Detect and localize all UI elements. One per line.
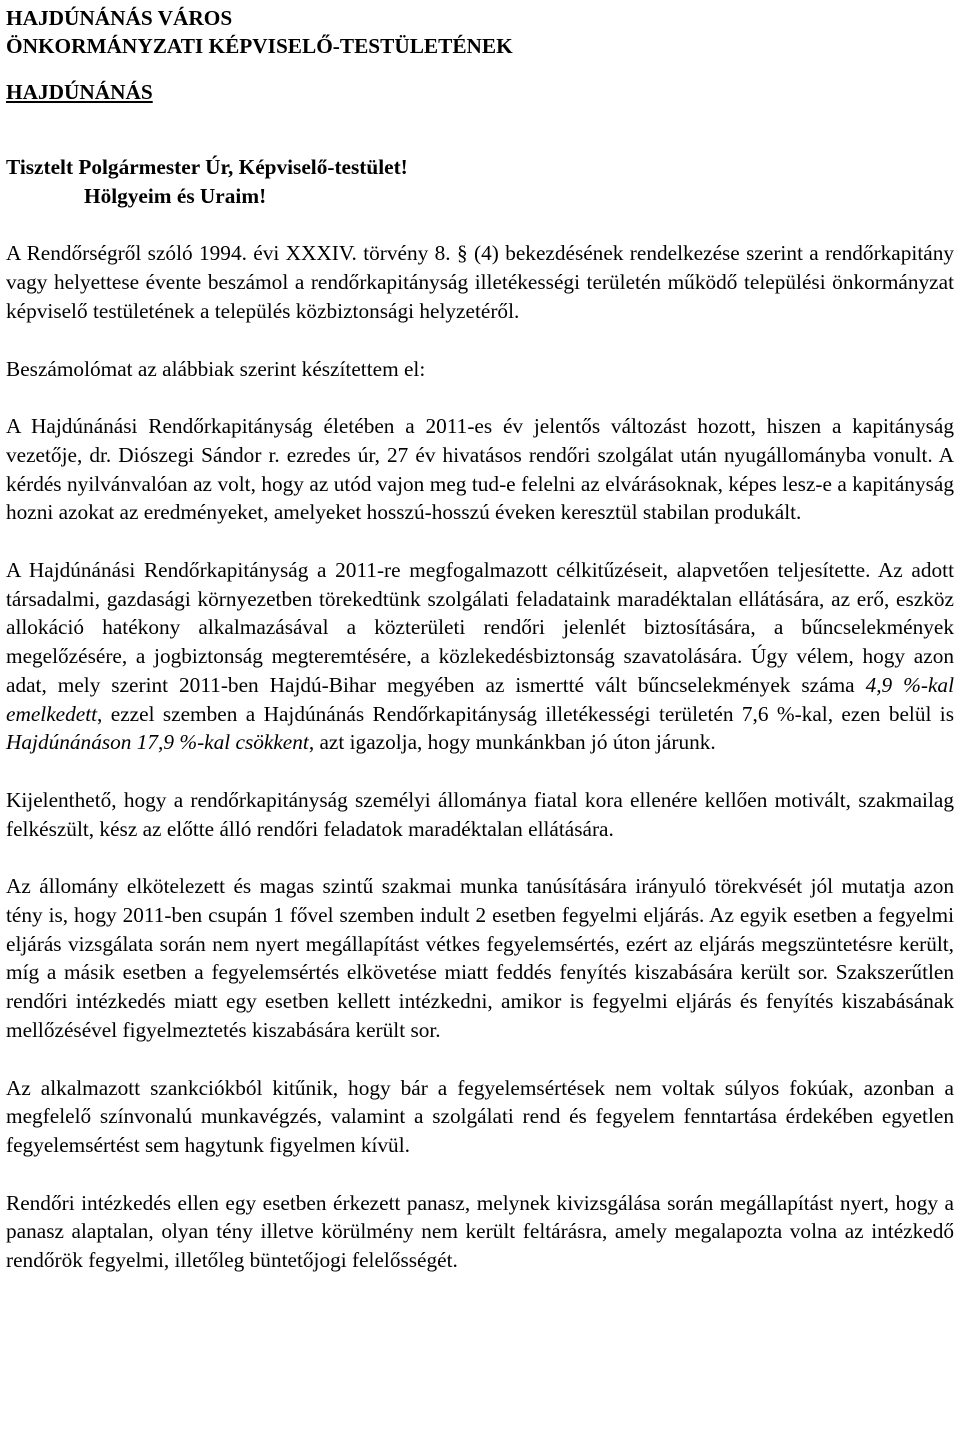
salutation-line-1: Tisztelt Polgármester Úr, Képviselő-testület! (6, 155, 408, 179)
paragraph-sanctions: Az alkalmazott szankciókból kitűnik, hogy bár a fegyelemsértések nem voltak súlyos fokúak, azonban a megfelelő színvonalú munkavégzés, valamint a szolgálati rend és fegyelem fenntartása érdekében egyetlen fegyelemsértést sem hagytunk figyelmen kívül. (6, 1075, 954, 1157)
paragraph-discipline: Az állomány elkötelezett és magas szintű szakmai munka tanúsítására irányuló törekvését jól mutatja azon tény is, hogy 2011-ben csupán 1 fővel szemben indult 2 esetben fegyelmi eljárás. Az egyik esetben a fegyelmi eljárás vizsgálata során nem nyert megállapítást vétkes fegyelemsértés, ezért az eljárás megszüntetésre került, míg a másik esetben a fegyelemsértés elkövetése miatt feddés fenyítés kiszabására került sor. Szakszerűtlen rendőri intézkedés miatt egy esetben kellett intézkedni, amikor is fegyelmi eljárás és fenyítés kiszabásának mellőzésével figyelmeztetés kiszabására került sor. (6, 874, 954, 1042)
objectives-city-figure: Hajdúnánáson 17,9 %-kal csökkent (6, 730, 309, 755)
paragraph-complaint: Rendőri intézkedés ellen egy esetben érkezett panasz, melynek kivizsgálása során megállapítást nyert, hogy a panasz alaptalan, olyan tény illetve körülmény nem került feltárásra, amely megalapozta volna az intézkedő rendőrök fegyelmi, illetőleg büntetőjogi felelősségét. (6, 1190, 954, 1273)
paragraph-leadership-change: A Hajdúnánási Rendőrkapitányság életében a 2011-es év jelentős változást hozott, hiszen a kapitányság vezetője, dr. Diószegi Sándor r. ezredes úr, 27 év hivatásos rendőri szolgálat után nyugállományba vonult. A kérdés nyilvánvalóan az volt, hogy az utód vajon meg tud-e felelni az elvárásoknak, képes lesz-e a kapitányság hozni azokat az eredményeket, amelyeket hosszú-hosszú éveken keresztül stabilan produkált. (6, 414, 954, 525)
objectives-text-3: , azt igazolja, hogy munkánkban jó úton járunk. (308, 730, 716, 755)
addressee-city-text: HAJDÚNÁNÁS (6, 80, 153, 104)
paragraph-staff: Kijelenthető, hogy a rendőrkapitányság személyi állománya fiatal kora ellenére kellően motivált, szakmailag felkészült, kész az előtte álló rendőri feladatok maradéktalan ellátására. (6, 787, 954, 841)
paragraph-intro: Beszámolómat az alábbiak szerint készítettem el: (6, 356, 426, 381)
addressee-line-1: HAJDÚNÁNÁS VÁROS (6, 6, 233, 30)
objectives-county-figure: 4,9 %-kal emelkedett (6, 672, 954, 726)
addressee-line-2: ÖNKORMÁNYZATI KÉPVISELŐ-TESTÜLETÉNEK (6, 34, 513, 58)
objectives-text-2: , ezzel szemben a Hajdúnánás Rendőrkapitányság illetékességi területén 7,6 %-kal, ezen belül is (97, 701, 954, 726)
addressee-block (6, 4, 954, 106)
objectives-text-1: A Hajdúnánási Rendőrkapitányság a 2011-re megfogalmazott célkitűzéseit, alapvetően teljesítette. Az adott társadalmi, gazdasági környezetben törekedtünk szolgálati feladataink maradéktalan ellátására, az erő, eszköz allokáció hatékony alkalmazásával a közterületi rendőri jelenlét biztosítására, a bűncselekmények megelőzésére, a jogbiztonság megteremtésére, a közlekedésbiztonság szavatolására. Úgy vélem, hogy azon adat, mely szerint 2011-ben Hajdú-Bihar megyében az ismertté vált bűncselekmények száma (6, 558, 954, 697)
paragraph-objectives (6, 556, 954, 757)
addressee-city (6, 78, 954, 106)
paragraph-legal-basis: A Rendőrségről szóló 1994. évi XXXIV. törvény 8. § (4) bekezdésének rendelkezése szerint a rendőrkapitány vagy helyettese évente beszámol a rendőrkapitányság illetékességi területén működő települési önkormányzat képviselő testületének a település közbiztonsági helyzetéről. (6, 241, 954, 323)
salutation (6, 153, 954, 210)
salutation-line-2: Hölgyeim és Uraim! (84, 183, 267, 208)
